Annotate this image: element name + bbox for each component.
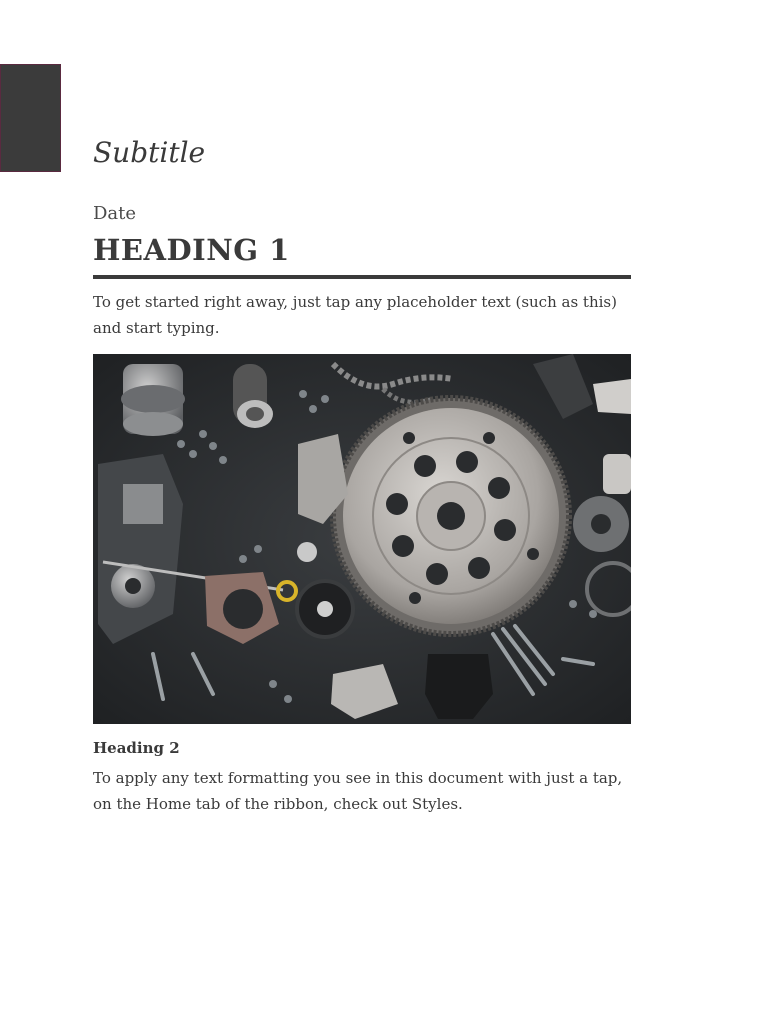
paragraph-1[interactable]: To get started right away, just tap any placeholder text (such as this) and start typing. (93, 293, 617, 337)
heading-divider (93, 275, 631, 279)
subtitle[interactable]: Subtitle (93, 136, 206, 169)
paragraph-2[interactable]: To apply any text formatting you see in this document with just a tap, on the Home tab of the ribbon, check out Styles. (93, 769, 623, 813)
date-field[interactable]: Date (93, 203, 137, 224)
accent-block (0, 64, 61, 172)
heading-1[interactable]: HEADING 1 (93, 233, 290, 267)
engine-parts-photo[interactable] (93, 354, 631, 724)
heading-2[interactable]: Heading 2 (93, 739, 180, 757)
